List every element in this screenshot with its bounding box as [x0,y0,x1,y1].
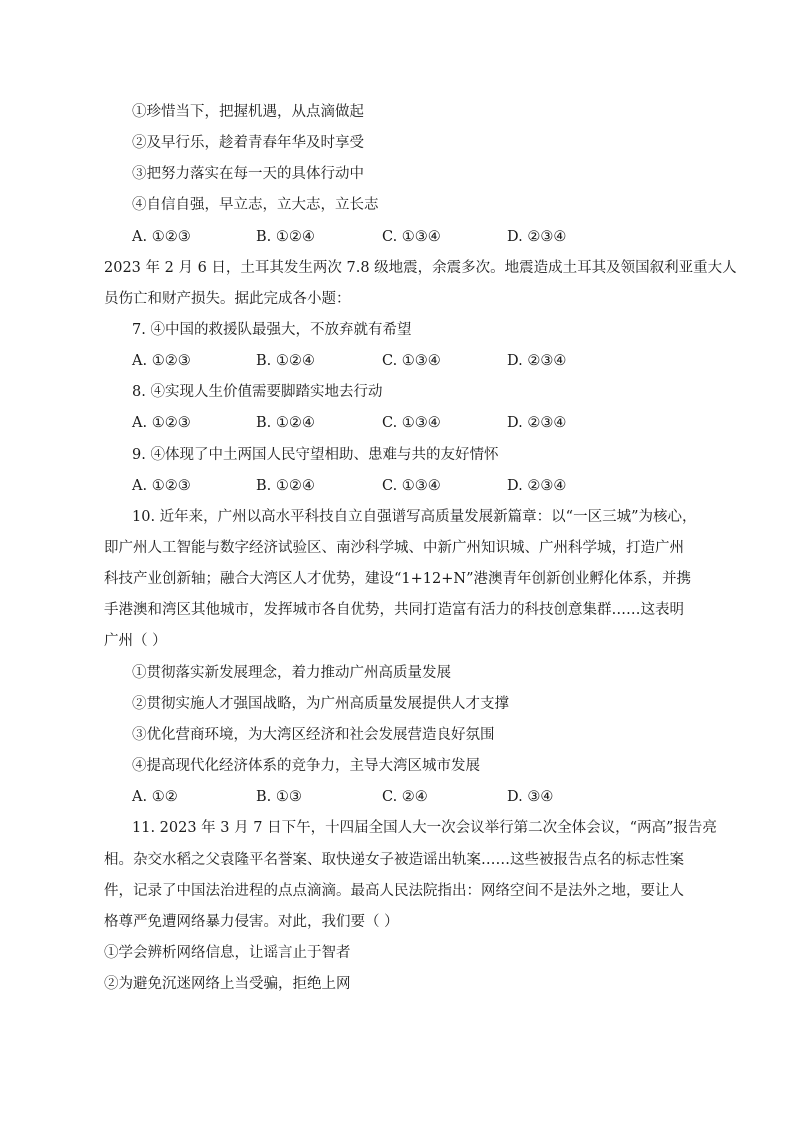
option-b[interactable]: B. ①③ [256,789,302,805]
question-11-stem-line-2: 相。杂交水稻之父袁隆平名誉案、取快递女子被造谣出轨案……这些被报告点名的标志性案 [104,852,684,868]
option-d[interactable]: D. ③④ [507,789,554,805]
option-c[interactable]: C. ①③④ [382,353,441,369]
item-4: ④自信自强，早立志，立大志，立长志 [132,197,379,213]
question-10-stem-line-3: 科技产业创新轴；融合大湾区人才优势，建设“1+12+N”港澳青年创新创业孵化体系，并携 [104,571,691,587]
option-b[interactable]: B. ①②④ [256,353,315,369]
option-a[interactable]: A. ①②③ [132,229,191,245]
question-10-stem-line-1: 10. 近年来，广州以高水平科技自立自强谱写高质量发展新篇章：以“一区三城”为核心， [132,509,697,525]
question-8-stem: 8. ④实现人生价值需要脚踏实地去行动 [132,384,383,400]
question-11-stem-line-3: 件，记录了中国法治进程的点点滴滴。最高人民法院指出：网络空间不是法外之地，要让人 [104,883,684,899]
option-b[interactable]: B. ①②④ [256,229,315,245]
option-a[interactable]: A. ①②③ [132,415,191,431]
option-d[interactable]: D. ②③④ [507,229,567,245]
question-7-stem: 7. ④中国的救援队最强大，不放弃就有希望 [132,322,412,338]
item-2: ②及早行乐，趁着青春年华及时享受 [132,135,364,151]
question-10-stem-line-4: 手港澳和湾区其他城市，发挥城市各自优势，共同打造富有活力的科技创意集群……这表明 [104,602,684,618]
option-c[interactable]: C. ②④ [382,789,428,805]
option-c[interactable]: C. ①③④ [382,478,441,494]
item-3: ③把努力落实在每一天的具体行动中 [132,166,364,182]
question-10-stem-line-2: 即广州人工智能与数字经济试验区、南沙科学城、中新广州知识城、广州科学城，打造广州 [104,540,684,556]
question-10-stem-line-5: 广州（ ） [104,633,167,649]
option-c[interactable]: C. ①③④ [382,229,441,245]
option-d[interactable]: D. ②③④ [507,478,567,494]
option-b[interactable]: B. ①②④ [256,478,315,494]
option-d[interactable]: D. ②③④ [507,415,567,431]
option-a[interactable]: A. ①② [132,789,178,805]
option-a[interactable]: A. ①②③ [132,478,191,494]
option-a[interactable]: A. ①②③ [132,353,191,369]
question-9-stem: 9. ④体现了中土两国人民守望相助、患难与共的友好情怀 [132,447,499,463]
material-line-1: 2023 年 2 月 6 日，土耳其发生两次 7.8 级地震，余震多次。地震造成土耳其及领国叙利亚重大人 [104,260,737,276]
q10-item-3: ③优化营商环境，为大湾区经济和社会发展营造良好氛围 [132,727,495,743]
option-c[interactable]: C. ①③④ [382,415,441,431]
material-line-2: 员伤亡和财产损失。据此完成各小题： [104,291,351,307]
q10-item-1: ①贯彻落实新发展理念，着力推动广州高质量发展 [132,665,451,681]
question-11-stem-line-4: 格尊严免遭网络暴力侵害。对此，我们要（ ） [104,914,399,930]
option-d[interactable]: D. ②③④ [507,353,567,369]
option-b[interactable]: B. ①②④ [256,415,315,431]
q10-item-2: ②贯彻实施人才强国战略，为广州高质量发展提供人才支撑 [132,696,509,712]
q11-item-1: ①学会辨析网络信息，让谣言止于智者 [104,945,351,961]
q10-item-4: ④提高现代化经济体系的竞争力，主导大湾区城市发展 [132,758,480,774]
item-1: ①珍惜当下，把握机遇，从点滴做起 [132,104,364,120]
question-11-stem-line-1: 11. 2023 年 3 月 7 日下午，十四届全国人大一次会议举行第二次全体会议，“两高”报告亮 [132,820,717,836]
q11-item-2: ②为避免沉迷网络上当受骗，拒绝上网 [104,976,351,992]
